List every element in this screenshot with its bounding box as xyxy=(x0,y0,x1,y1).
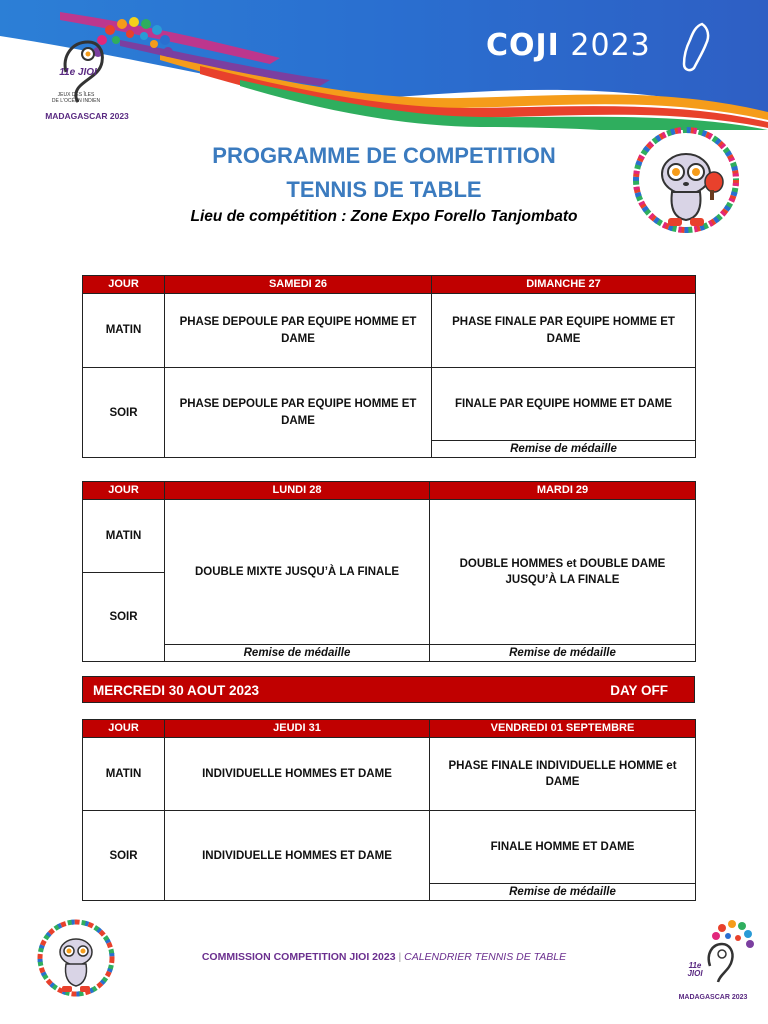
event-cell: INDIVIDUELLE HOMMES ET DAME xyxy=(165,738,430,811)
jioi-logo-country: MADAGASCAR 2023 xyxy=(45,111,129,121)
schedule-table-3 xyxy=(82,719,696,901)
table-row xyxy=(83,645,696,662)
event-cell: INDIVIDUELLE HOMMES ET DAME xyxy=(165,811,430,901)
period-matin: MATIN xyxy=(83,500,165,573)
event-cell: FINALE HOMME ET DAME xyxy=(430,811,696,884)
event-cell: PHASE FINALE PAR EQUIPE HOMME ET DAME xyxy=(432,294,696,368)
table-row xyxy=(83,294,696,368)
medal-ceremony: Remise de médaille xyxy=(432,441,696,458)
jioi-logo-country: MADAGASCAR 2023 xyxy=(678,994,748,1001)
period-soir: SOIR xyxy=(83,573,165,662)
jioi-logo-number: 11e JIOI xyxy=(687,961,703,979)
day-off-date: MERCREDI 30 AOUT 2023 xyxy=(93,683,260,698)
page-title-line2: TENNIS DE TABLE xyxy=(286,177,482,202)
jioi-logo-number: 11e JIOI xyxy=(59,67,97,78)
event-cell: DOUBLE MIXTE JUSQU’À LA FINALE xyxy=(165,500,430,645)
header-day-2: DIMANCHE 27 xyxy=(432,276,696,294)
medal-ceremony: Remise de médaille xyxy=(430,645,696,662)
footer-commission: COMMISSION COMPETITION JIOI 2023 xyxy=(201,951,396,963)
header-day-1: LUNDI 28 xyxy=(165,482,430,500)
event-cell: PHASE FINALE INDIVIDUELLE HOMME et DAME xyxy=(430,738,696,811)
header-day-1: JEUDI 31 xyxy=(165,720,430,738)
header-jour: JOUR xyxy=(83,720,165,738)
day-off-label: DAY OFF xyxy=(610,683,668,698)
event-cell: PHASE DEPOULE PAR EQUIPE HOMME ET DAME xyxy=(165,294,432,368)
table-row xyxy=(83,811,696,884)
event-cell: DOUBLE HOMMES et DOUBLE DAME JUSQU’À LA FINALE xyxy=(430,500,696,645)
footer xyxy=(0,951,768,963)
jioi-logo-small xyxy=(664,916,764,1008)
table-row xyxy=(83,368,696,441)
page-title-line1: PROGRAMME DE COMPETITION xyxy=(212,143,556,168)
event-cell: FINALE PAR EQUIPE HOMME ET DAME xyxy=(432,368,696,441)
table-header-row xyxy=(83,276,696,294)
jioi-logo xyxy=(26,12,176,124)
venue-subtitle: Lieu de compétition : Zone Expo Forello Tanjombato xyxy=(190,208,578,225)
period-matin: MATIN xyxy=(83,294,165,368)
coji-brand: COJI 2023 xyxy=(486,28,651,63)
jioi-logo-line1: JEUX DES ÎLES xyxy=(57,92,95,98)
schedule-table-1 xyxy=(82,275,696,458)
madagascar-map-icon xyxy=(676,22,716,74)
header-jour: JOUR xyxy=(83,276,165,294)
schedule-table-2 xyxy=(82,481,696,662)
table-header-row xyxy=(83,482,696,500)
jioi-logo-icon xyxy=(26,12,176,124)
footer-calendar: CALENDRIER TENNIS DE TABLE xyxy=(404,951,567,963)
table-row xyxy=(83,738,696,811)
jioi-logo-line2: DE L'OCÉAN INDIEN xyxy=(51,98,101,104)
header-day-2: MARDI 29 xyxy=(430,482,696,500)
medal-ceremony: Remise de médaille xyxy=(430,884,696,901)
header-day-1: SAMEDI 26 xyxy=(165,276,432,294)
period-matin: MATIN xyxy=(83,738,165,811)
footer-separator: | xyxy=(398,951,402,963)
header-day-2: VENDREDI 01 SEPTEMBRE xyxy=(430,720,696,738)
table-header-row xyxy=(83,720,696,738)
medal-ceremony: Remise de médaille xyxy=(165,645,430,662)
event-cell: PHASE DEPOULE PAR EQUIPE HOMME ET DAME xyxy=(165,368,432,458)
day-off-banner xyxy=(82,676,695,703)
period-soir: SOIR xyxy=(83,368,165,458)
table-row xyxy=(83,500,696,573)
period-soir: SOIR xyxy=(83,811,165,901)
header-jour: JOUR xyxy=(83,482,165,500)
